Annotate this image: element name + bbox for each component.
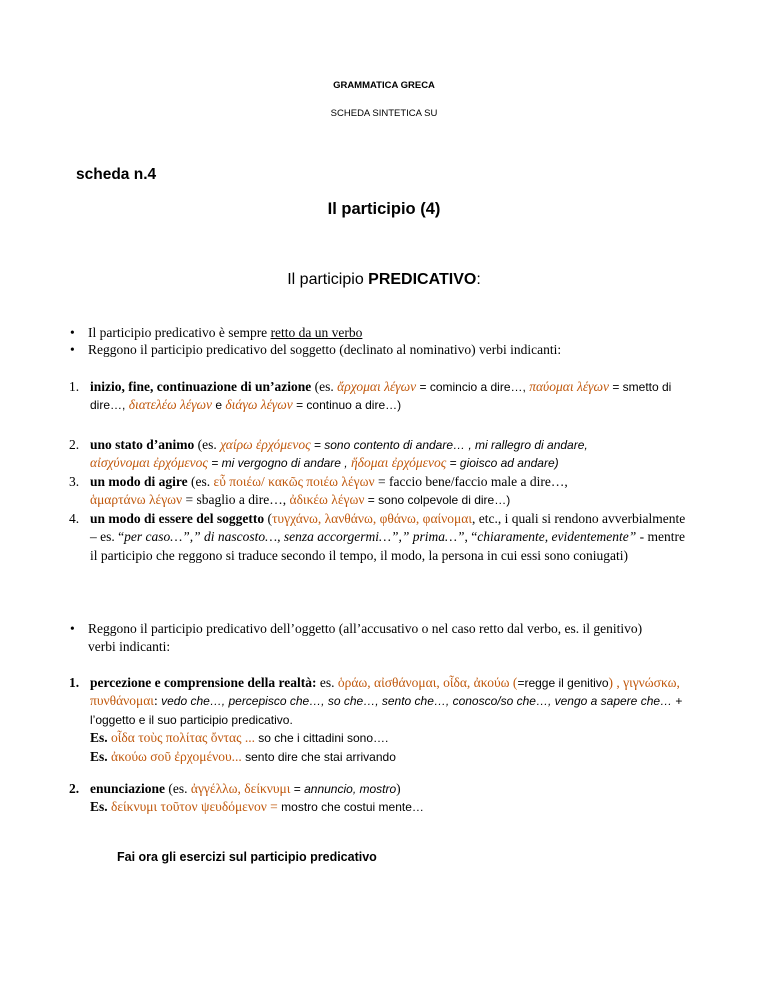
list-item: 1. percezione e comprensione della realtà: es. ὁράω, αἰσθάνομαι, οἶδα, ἀκούω (=regge il genitivo) , γιγνώσκω, πυνθάνομαι: vedo che…, percepisco che…, so che…, sento che…, conosco/so che…, vengo a sapere che… + l’oggetto e il suo participio predicativo. Es. οἶδα τοὺς πολίτας ὄντας ... so che i cittadini sono…. Es. ἀκούω σοῦ ἐρχομένου... sento dire che stai arrivando [69,675,683,764]
list-item: 2. enunciazione (es. ἀγγέλλω, δείκνυμι = annuncio, mostro) Es. δείκνυμι τοῦτον ψευδόμενον = mostro che costui mente… [69,781,424,815]
page-title: Il participio (4) [327,200,441,218]
bullet-item: • Reggono il participio predicativo del soggetto (declinato al nominativo) verbi indicanti: [70,342,562,357]
list-item: 2. uno stato d’animo (es. χαίρω ἐρχόμενος = sono contento di andare… , mi rallegro di andare, αἰσχύνομαι ἐρχόμενος = mi vergogno di andare , ἥδομαι ἐρχόμενος = gioisco ad andare) [69,437,588,471]
section-title: Il participio PREDICATIVO: [287,271,481,288]
header-subtitle: SCHEDA SINTETICA SU [330,108,438,119]
bullet-dot: • [70,342,75,357]
bullet-dot: • [70,621,75,636]
bullet-dot: • [70,325,75,340]
header-title: GRAMMATICA GRECA [333,80,435,91]
list-item: 1. inizio, fine, continuazione di un’azione (es. ἄρχομαι λέγων = comincio a dire…, παύομαι λέγων = smetto di dire…, διατελέω λέγων e διάγω λέγων = continuo a dire…) [69,379,672,413]
bullet-item: • Reggono il participio predicativo dell’oggetto (all’accusativo o nel caso retto dal verbo, es. il genitivo) verbi indicanti: [70,621,643,655]
list-item: 4. un modo di essere del soggetto (τυγχάνω, λανθάνω, φθάνω, φαίνομαι, etc., i quali si rendono avverbialmente – es. “per caso…”,” di nascosto…, senza accorgermi…”,” prima…”, “chiaramente, evidentemente” - mentre il participio che reggono si traduce secondo il tempo, il modo, la persona in cui essi sono coniugati) [69,511,686,563]
scheda-number: scheda n.4 [76,166,157,183]
bullet-item: • Il participio predicativo è sempre retto da un verbo [70,325,363,340]
footer-note: Fai ora gli esercizi sul participio predicativo [117,850,377,864]
list-item: 3. un modo di agire (es. εὖ ποιέω/ κακῶς ποιέω λέγων = faccio bene/faccio male a dire…, ἁμαρτάνω λέγων = sbaglio a dire…, ἀδικέω λέγων = sono colpevole di dire…) [69,474,568,508]
